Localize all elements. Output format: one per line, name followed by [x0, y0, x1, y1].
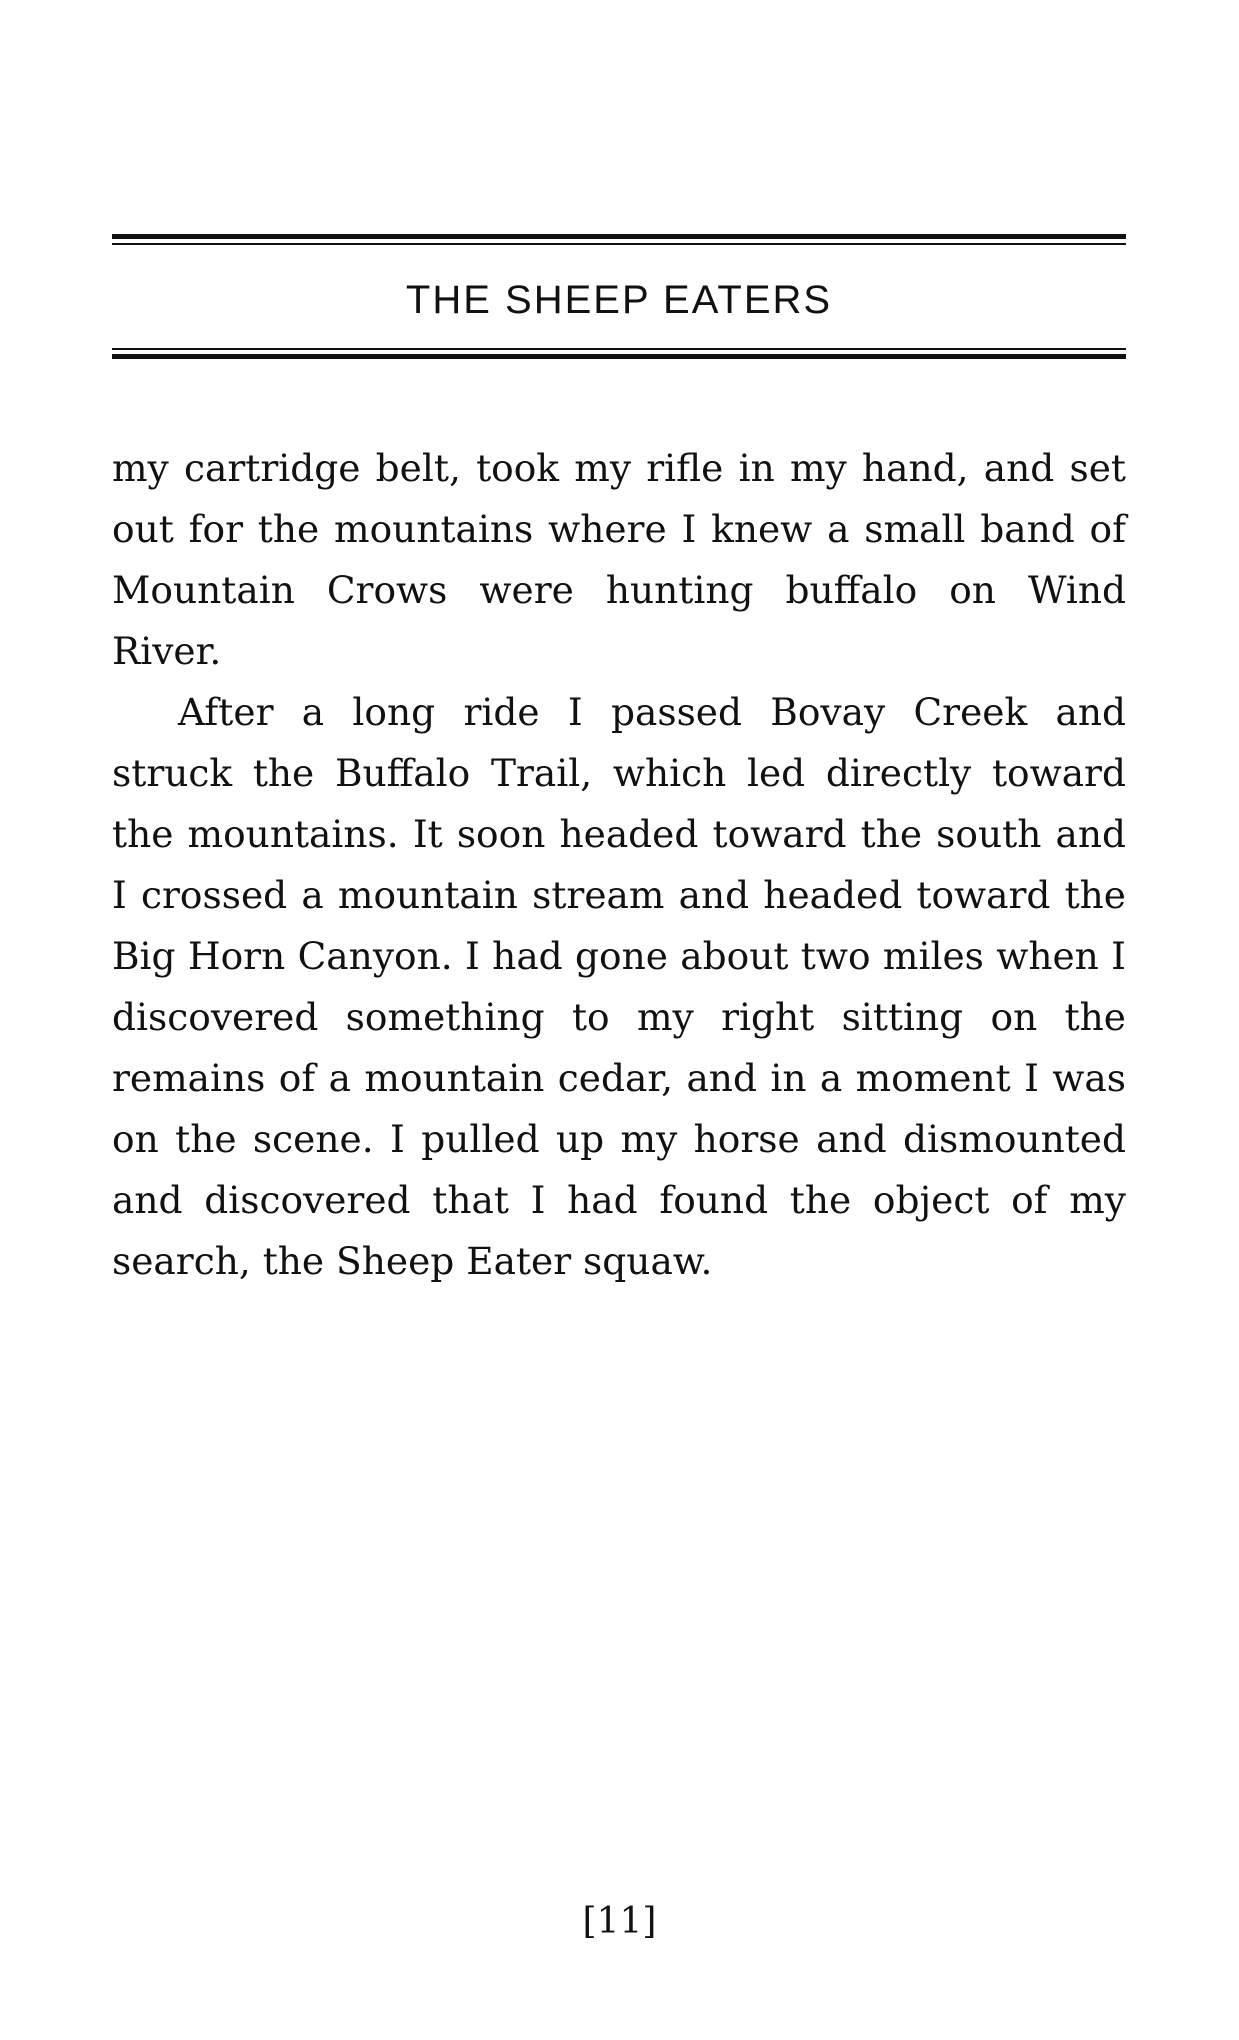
running-head: THE SHEEP EATERS — [405, 278, 833, 322]
header-top-rule — [112, 234, 1126, 245]
header-bottom-rule — [112, 348, 1126, 359]
page-number: [11] — [582, 1901, 657, 1942]
body-text — [112, 438, 1126, 1292]
paragraph: After a long ride I passed Bovay Creek and struck the Buffalo Trail, which led directly toward the mountains. It soon headed toward the south and I crossed a mountain stream and headed toward the Big Horn Canyon. I had gone about two miles when I discovered something to my right sitting on the remains of a mountain cedar, and in a moment I was on the scene. I pulled up my horse and dismounted and discovered that I had found the object of my search, the Sheep Eater squaw. — [112, 690, 1126, 1283]
paragraph-continued: my cartridge belt, took my rifle in my hand, and set out for the mountains where I knew a small band of Mountain Crows were hunting buffalo on Wind River. — [112, 446, 1126, 673]
